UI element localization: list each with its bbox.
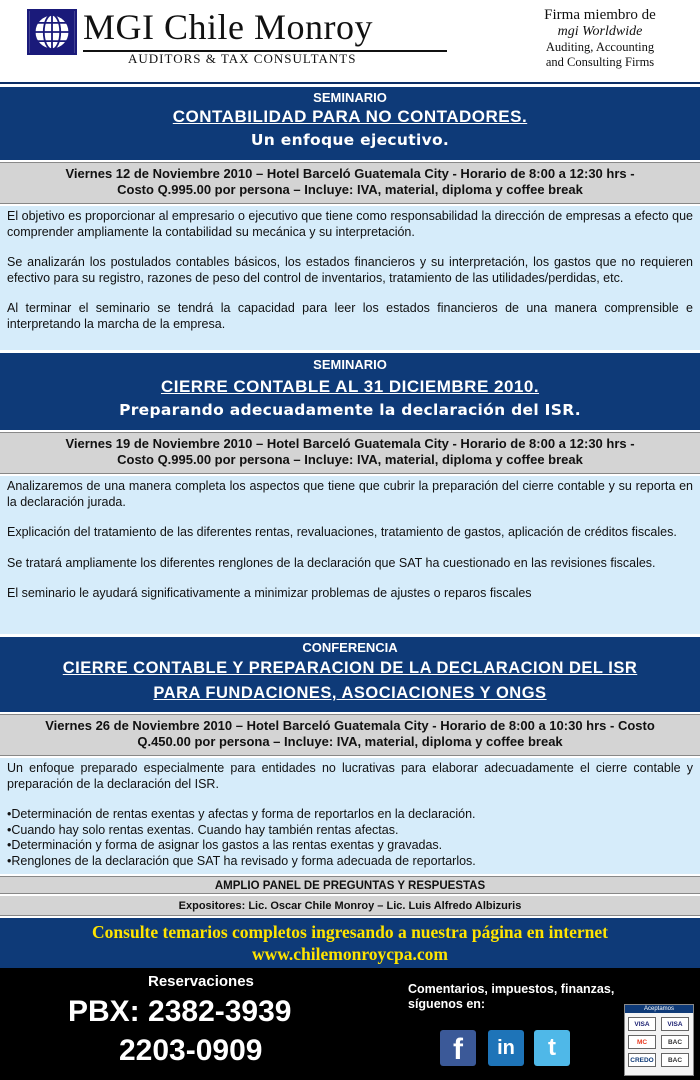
event-2-paragraph: Se tratará ampliamente los diferentes renglones de la declaración que SAT ha cuestionado en las revisiones fiscales. <box>7 555 656 570</box>
event-3-details-line-2: Q.450.00 por persona – Incluye: IVA, material, diploma y coffee break <box>137 734 563 749</box>
bullet-item: •Cuando hay solo rentas exentas. Cuando hay también rentas afectas. <box>7 822 399 837</box>
event-1-paragraph: Al terminar el seminario se tendrá la capacidad para leer los estados financieros de una manera comprensible e interpretando la marcha de la empresa. <box>7 301 693 331</box>
event-2-subtitle: Preparando adecuadamente la declaración del ISR. <box>119 401 581 419</box>
social-prompt-line-1: Comentarios, impuestos, finanzas, <box>408 982 615 996</box>
cards-header: Aceptamos <box>625 1005 693 1013</box>
event-2-banner <box>0 352 700 430</box>
company-tagline: AUDITORS & TAX CONSULTANTS <box>128 51 357 66</box>
event-3-details <box>0 714 700 756</box>
twitter-icon[interactable]: t <box>534 1030 570 1066</box>
phone-secondary[interactable]: 2203-0909 <box>119 1034 263 1067</box>
firma-line-4: and Consulting Firms <box>545 55 655 69</box>
website-link[interactable]: www.chilemonroycpa.com <box>251 944 449 964</box>
event-2-details <box>0 432 700 474</box>
firma-line-2: mgi Worldwide <box>557 24 643 39</box>
card-icon: BAC <box>661 1035 689 1049</box>
website-callout-text: Consulte temarios completos ingresando a nuestra página en internet <box>92 922 608 942</box>
linkedin-icon[interactable]: in <box>488 1030 524 1066</box>
visa-card-icon: VISA <box>628 1017 656 1031</box>
firma-line-1: Firma miembro de <box>544 7 656 23</box>
credomatic-card-icon: CREDO <box>628 1053 656 1067</box>
reservations-label: Reservaciones <box>148 973 254 990</box>
event-3-banner <box>0 636 700 712</box>
event-2-paragraph: Analizaremos de una manera completa los aspectos que tiene que cubrir la preparación del cierre contable y su reporta en la declaración jurada. <box>7 479 693 509</box>
event-1-details <box>0 162 700 204</box>
event-1-kind: SEMINARIO <box>313 90 387 105</box>
social-prompt <box>408 982 614 1012</box>
firma-line-3: Auditing, Accounting <box>545 40 655 54</box>
phone-pbx[interactable]: PBX: 2382-3939 <box>68 995 292 1028</box>
visa-card-icon: VISA <box>661 1017 689 1031</box>
event-1-subtitle: Un enfoque ejecutivo. <box>250 131 450 149</box>
speakers-line: Expositores: Lic. Oscar Chile Monroy – Lic. Luis Alfredo Albizuris <box>0 896 700 916</box>
event-3-description <box>0 758 700 874</box>
event-3-kind: CONFERENCIA <box>302 640 398 655</box>
event-2-paragraph: El seminario le ayudará significativamente a minimizar problemas de ajustes o reparos fiscales <box>7 586 532 600</box>
mastercard-icon: MC <box>628 1035 656 1049</box>
globe-icon <box>27 9 77 55</box>
bullet-item: •Renglones de la declaración que SAT ha revisado y forma adecuada de reportarlos. <box>7 853 476 868</box>
event-1-details-line-2: Costo Q.995.00 por persona – Incluye: IVA, material, diploma y coffee break <box>117 182 583 197</box>
bullet-item: •Determinación y forma de asignar los gastos a las rentas exentas y gravadas. <box>7 838 443 852</box>
event-1-title: CONTABILIDAD PARA NO CONTADORES. <box>172 107 528 126</box>
event-2-title: CIERRE CONTABLE AL 31 DICIEMBRE 2010. <box>160 377 540 396</box>
event-3-title-line-2: PARA FUNDACIONES, ASOCIACIONES Y ONGS <box>153 684 547 702</box>
event-3-intro: Un enfoque preparado especialmente para entidades no lucrativas para elaborar adecuadamente el cierre contable y preparación de la declaración del ISR. <box>7 761 693 791</box>
event-2-details-line-1: Viernes 19 de Noviembre 2010 – Hotel Barceló Guatemala City - Horario de 8:00 a 12:30 hrs - <box>65 436 635 451</box>
event-2-paragraph: Explicación del tratamiento de las diferentes rentas, revaluaciones, tratamiento de gastos, aplicación de créditos fiscales. <box>7 525 677 539</box>
event-1-paragraph: El objetivo es proporcionar al empresario o ejecutivo que tiene como responsabilidad la dirección de empresas a efecto que comprender ampliamente la contabilidad su mecánica y su interpretación. <box>7 209 693 239</box>
footer <box>0 968 700 1080</box>
qa-panel-banner: AMPLIO PANEL DE PREGUNTAS Y RESPUESTAS <box>0 876 700 894</box>
header <box>0 0 700 84</box>
event-3-details-line-1: Viernes 26 de Noviembre 2010 – Hotel Barceló Guatemala City - Horario de 8:00 a 10:30 hrs - Costo <box>45 718 655 733</box>
event-1-banner <box>0 86 700 160</box>
membership-note <box>520 6 680 70</box>
facebook-icon[interactable]: f <box>440 1030 476 1066</box>
event-3-title: CIERRE CONTABLE Y PREPARACION DE LA DECLARACION DEL ISR <box>62 659 638 677</box>
bullet-item: •Determinación de rentas exentas y afectas y forma de reportarlos en la declaración. <box>7 807 476 821</box>
event-1-description <box>0 206 700 350</box>
event-2-details-line-2: Costo Q.995.00 por persona – Incluye: IVA, material, diploma y coffee break <box>117 452 583 467</box>
event-1-paragraph: Se analizarán los postulados contables básicos, los estados financieros y su interpretación, los gastos que no requieren efectivo para su registro, razones de peso del control de inventarios, tratamiento de las utilidades/perdidas, etc. <box>7 255 693 285</box>
card-icon: BAC <box>661 1053 689 1067</box>
social-prompt-line-2: síguenos en: <box>408 997 486 1011</box>
credit-cards-icon <box>624 1004 694 1076</box>
website-callout <box>0 918 700 968</box>
event-2-description <box>0 476 700 634</box>
event-1-details-line-1: Viernes 12 de Noviembre 2010 – Hotel Barceló Guatemala City - Horario de 8:00 a 12:30 hrs - <box>65 166 635 181</box>
event-2-kind: SEMINARIO <box>313 357 387 372</box>
company-name: MGI Chile Monroy <box>83 7 373 47</box>
